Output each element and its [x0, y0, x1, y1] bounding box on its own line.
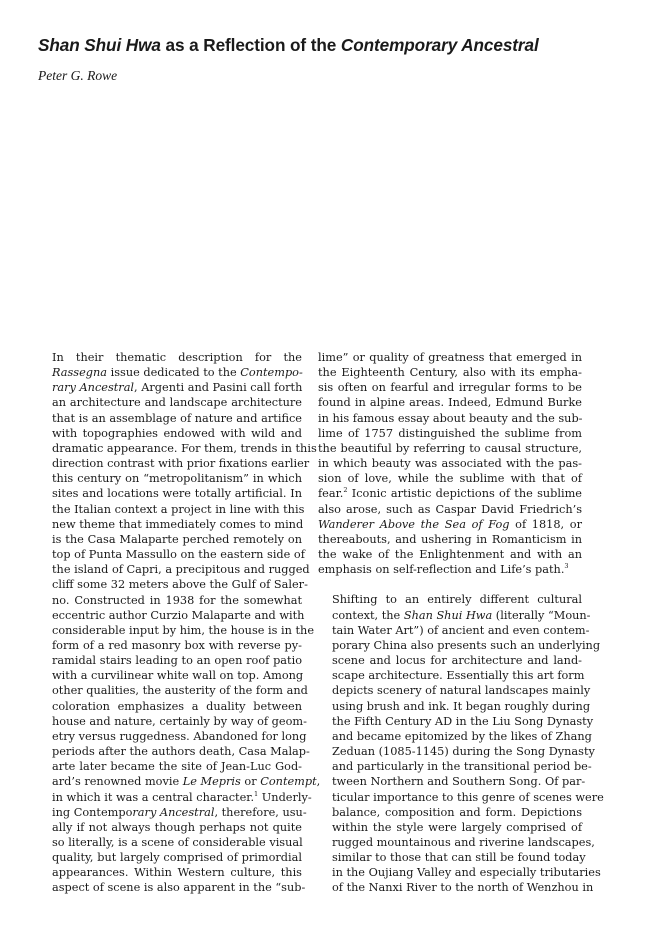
text-line: eccentric author Curzio Malaparte and with	[52, 608, 305, 622]
paragraph-1	[38, 350, 321, 896]
text-line: using brush and ink. It began roughly during	[332, 699, 591, 713]
article-title	[38, 34, 618, 56]
text-line: depicts scenery of natural landscapes mainly	[332, 684, 591, 698]
text-line: quality, but largely comprised of primordial	[52, 851, 302, 865]
text-line: the beautiful by referring to causal structure,	[318, 441, 582, 455]
text-line: sis often on fearful and irregular forms to be	[318, 381, 582, 395]
text-line: in which beauty was associated with the pas-	[318, 457, 582, 471]
text-line: rary Ancestral, Argenti and Pasini call forth	[52, 381, 303, 395]
text-line: periods after the authors death, Casa Malap-	[52, 745, 310, 759]
text-line: coloration emphasizes a duality between	[52, 699, 302, 713]
text-line: ticular importance to this genre of scenes were	[332, 790, 604, 804]
text-line: ard’s renowned movie Le Mepris or Contempt,	[52, 775, 321, 789]
text-line: the Eighteenth Century, also with its empha-	[318, 366, 582, 380]
text-line: cliff some 32 meters above the Gulf of Saler-	[52, 578, 308, 592]
paragraph-1-continued	[318, 350, 582, 577]
text-line: sion of love, while the sublime with that of	[318, 472, 582, 486]
text-line: appearances. Within Western culture, this	[52, 866, 302, 880]
right-column	[318, 350, 604, 896]
text-line: in which it was a central character.$^1$ Underly-	[52, 789, 312, 804]
text-line: fear.$^2$ Iconic artistic depictions of the sublime	[318, 486, 582, 501]
text-line: emphasis on self-reflection and Life’s path.$^3$	[318, 562, 569, 577]
text-line: considerable input by him, the house is in the	[52, 623, 315, 637]
text-line: scape architecture. Essentially this art form	[332, 669, 585, 683]
text-line: arte later became the site of Jean-Luc God-	[52, 760, 302, 774]
text-line: so literally, is a scene of considerable visual	[52, 836, 303, 849]
text-line: form of a red masonry box with reverse py-	[52, 638, 302, 652]
text-line: balance, composition and form. Depictions	[332, 805, 582, 819]
text-line: Zeduan (1085-1145) during the Song Dynasty	[332, 745, 595, 759]
text-line: and became epitomized by the likes of Zhang	[332, 729, 592, 743]
text-line: context, the Shan Shui Hwa (literally “Moun-	[332, 608, 591, 622]
text-line: in his famous essay about beauty and the sub-	[318, 411, 583, 425]
text-line: the Italian context a project in line with this	[52, 502, 305, 516]
text-line: is the Casa Malaparte perched remotely on	[52, 532, 302, 546]
text-line: etry versus ruggedness. Abandoned for long	[52, 729, 307, 743]
title-italic-shan-shui-hwa: Shan Shui Hwa	[38, 35, 161, 55]
title-middle: as a Reflection of the	[160, 35, 341, 55]
text-line: new theme that immediately comes to mind	[52, 517, 304, 531]
text-line: lime of 1757 distinguished the sublime from	[318, 426, 582, 440]
text-line: and particularly in the transitional period be-	[332, 760, 592, 774]
text-line: Rassegna issue dedicated to the Contempo-	[52, 366, 303, 380]
text-line: similar to those that can still be found today	[332, 851, 586, 865]
text-line: sites and locations were totally artificial. In	[52, 487, 302, 501]
text-line: ing Contemporary Ancestral, therefore, usu-	[52, 805, 307, 819]
text-line: house and nature, certainly by way of geom-	[52, 714, 307, 728]
text-line: an architecture and landscape architecture	[52, 396, 302, 410]
text-line: with a curvilinear white wall on top. Among	[52, 669, 304, 683]
text-line: porary China also presents such an underlying	[332, 638, 601, 652]
text-line: the Fifth Century AD in the Liu Song Dynasty	[332, 714, 594, 728]
text-line: also arose, such as Caspar David Friedrich’s	[318, 502, 582, 516]
text-line: ramidal stairs leading to an open roof patio	[52, 654, 302, 668]
text-line: that is an assemblage of nature and artifice	[52, 411, 302, 425]
text-line: ally if not always though perhaps not quite	[52, 820, 302, 834]
text-line: top of Punta Massullo on the eastern side of	[52, 548, 305, 562]
text-line: In their thematic description for the	[52, 351, 302, 364]
text-line: no. Constructed in 1938 for the somewhat	[52, 593, 302, 607]
text-line: thereabouts, and ushering in Romanticism in	[318, 532, 582, 546]
text-line: aspect of scene is also apparent in the “sub-	[52, 881, 306, 895]
text-line: dramatic appearance. For them, trends in this	[52, 441, 317, 455]
text-line: other qualities, the austerity of the form and	[52, 684, 308, 698]
paragraph-2	[318, 592, 604, 895]
text-line: the wake of the Enlightenment and with an	[318, 548, 582, 562]
text-line: rugged mountainous and riverine landscapes,	[332, 835, 595, 849]
text-line: with topographies endowed with wild and	[52, 426, 302, 440]
text-line: in the Oujiang Valley and especially tributaries	[332, 866, 601, 880]
text-line: direction contrast with prior fixations earlier	[52, 457, 310, 471]
text-line: the island of Capri, a precipitous and rugged	[52, 563, 310, 577]
text-line: within the style were largely comprised of	[332, 820, 582, 834]
text-line: found in alpine areas. Indeed, Edmund Burke	[318, 396, 582, 410]
text-line: lime” or quality of greatness that emerged in	[318, 351, 582, 364]
text-line: scene and locus for architecture and land-	[332, 654, 582, 668]
text-line: Shifting to an entirely different cultural	[332, 593, 582, 607]
article-author: Peter G. Rowe	[38, 68, 118, 83]
text-line: tween Northern and Southern Song. Of par-	[332, 775, 586, 789]
title-italic-contemporary-ancestral: Contemporary Ancestral	[340, 35, 539, 55]
text-line: of the Nanxi River to the north of Wenzhou in	[332, 881, 594, 895]
left-column	[38, 350, 321, 896]
text-line: tain Water Art”) of ancient and even contem-	[332, 623, 590, 637]
text-line: this century on “metropolitanism” in which	[52, 472, 302, 486]
text-line: Wanderer Above the Sea of Fog of 1818, or	[318, 517, 582, 531]
